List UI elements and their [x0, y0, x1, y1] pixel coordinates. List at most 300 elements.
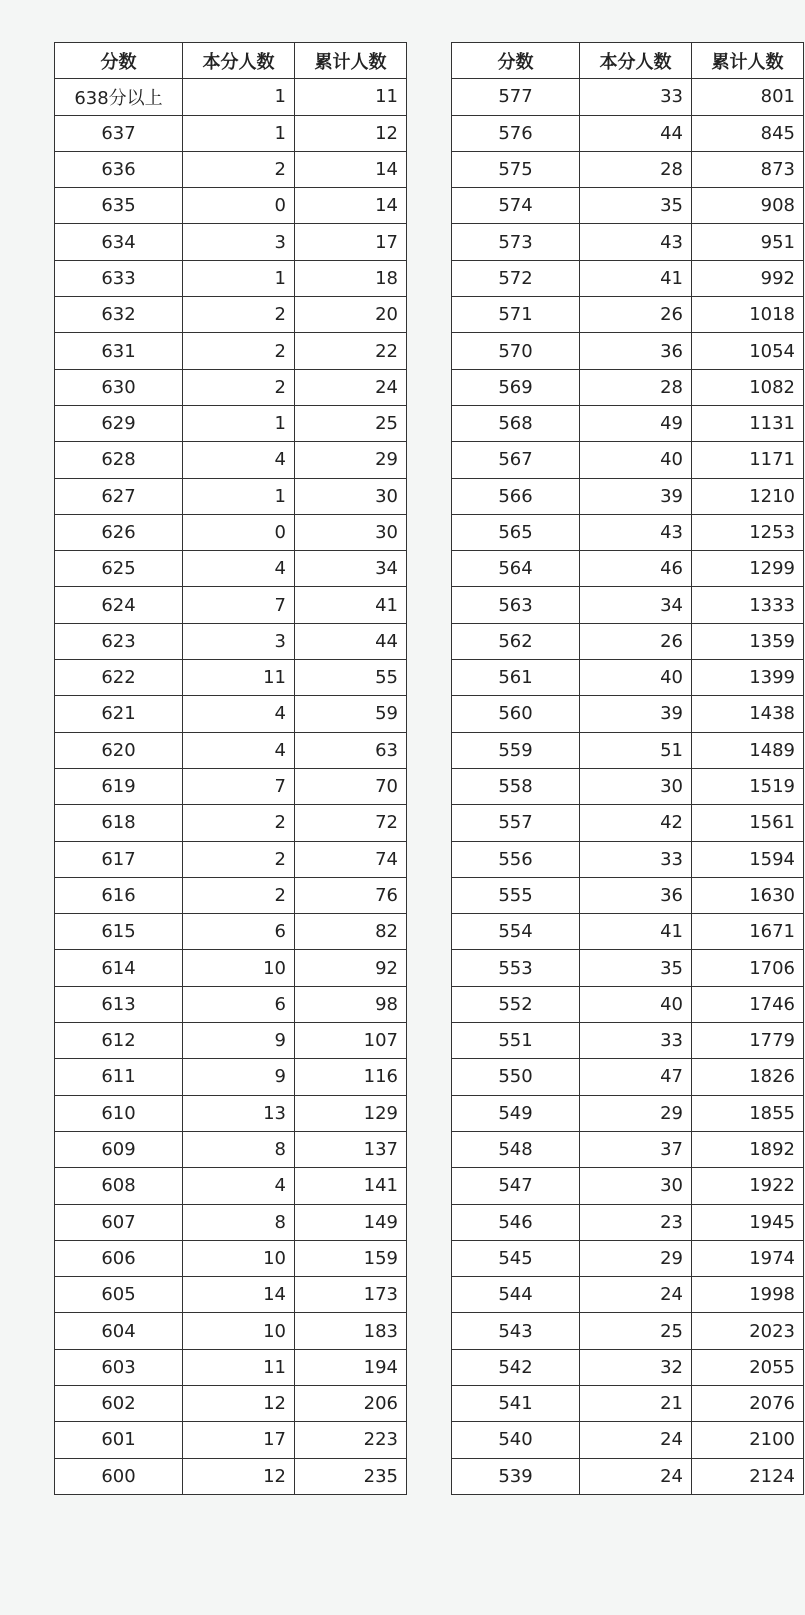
cumulative-cell: 141: [295, 1168, 407, 1204]
count-cell: 42: [580, 805, 692, 841]
cumulative-cell: 1210: [692, 478, 804, 514]
count-cell: 2: [183, 297, 295, 333]
cumulative-cell: 2055: [692, 1349, 804, 1385]
count-cell: 3: [183, 224, 295, 260]
score-cell: 611: [55, 1059, 183, 1095]
score-cell: 576: [452, 115, 580, 151]
table-row: [55, 1023, 407, 1059]
cumulative-cell: 1746: [692, 986, 804, 1022]
cumulative-cell: 76: [295, 877, 407, 913]
table-row: [55, 1204, 407, 1240]
table-row: [452, 1168, 804, 1204]
header-cumulative: 累计人数: [295, 43, 407, 79]
table-row: [452, 1349, 804, 1385]
table-row: [452, 1277, 804, 1313]
count-cell: 4: [183, 696, 295, 732]
count-cell: 37: [580, 1131, 692, 1167]
count-cell: 26: [580, 623, 692, 659]
score-cell: 628: [55, 442, 183, 478]
cumulative-cell: 137: [295, 1131, 407, 1167]
count-cell: 2: [183, 877, 295, 913]
count-cell: 51: [580, 732, 692, 768]
cumulative-cell: 1974: [692, 1240, 804, 1276]
count-cell: 12: [183, 1458, 295, 1494]
table-row: [452, 369, 804, 405]
count-cell: 4: [183, 732, 295, 768]
count-cell: 33: [580, 1023, 692, 1059]
cumulative-cell: 1489: [692, 732, 804, 768]
count-cell: 41: [580, 914, 692, 950]
count-cell: 39: [580, 478, 692, 514]
table-row: [55, 1240, 407, 1276]
count-cell: 9: [183, 1023, 295, 1059]
cumulative-cell: 1779: [692, 1023, 804, 1059]
score-cell: 551: [452, 1023, 580, 1059]
count-cell: 10: [183, 950, 295, 986]
table-row: [55, 732, 407, 768]
score-cell: 608: [55, 1168, 183, 1204]
score-cell: 546: [452, 1204, 580, 1240]
cumulative-cell: 25: [295, 405, 407, 441]
count-cell: 17: [183, 1422, 295, 1458]
cumulative-cell: 1171: [692, 442, 804, 478]
cumulative-cell: 22: [295, 333, 407, 369]
count-cell: 4: [183, 1168, 295, 1204]
table-row: [55, 333, 407, 369]
cumulative-cell: 14: [295, 151, 407, 187]
table-body-left: [55, 79, 407, 1495]
count-cell: 44: [580, 115, 692, 151]
count-cell: 33: [580, 841, 692, 877]
cumulative-cell: 1945: [692, 1204, 804, 1240]
score-cell: 539: [452, 1458, 580, 1494]
cumulative-cell: 2023: [692, 1313, 804, 1349]
table-row: [55, 188, 407, 224]
score-cell: 617: [55, 841, 183, 877]
cumulative-cell: 24: [295, 369, 407, 405]
table-row: [55, 1385, 407, 1421]
table-row: [55, 1422, 407, 1458]
count-cell: 26: [580, 297, 692, 333]
cumulative-cell: 74: [295, 841, 407, 877]
score-cell: 547: [452, 1168, 580, 1204]
header-row: [55, 43, 407, 79]
cumulative-cell: 44: [295, 623, 407, 659]
score-cell: 560: [452, 696, 580, 732]
table-row: [452, 914, 804, 950]
cumulative-cell: 1826: [692, 1059, 804, 1095]
count-cell: 0: [183, 514, 295, 550]
table-row: [452, 188, 804, 224]
score-cell: 555: [452, 877, 580, 913]
score-cell: 631: [55, 333, 183, 369]
table-row: [55, 1313, 407, 1349]
score-cell: 607: [55, 1204, 183, 1240]
table-row: [452, 405, 804, 441]
cumulative-cell: 183: [295, 1313, 407, 1349]
table-row: [452, 514, 804, 550]
table-row: [55, 986, 407, 1022]
table-row: [55, 297, 407, 333]
count-cell: 2: [183, 805, 295, 841]
score-cell: 550: [452, 1059, 580, 1095]
score-cell: 626: [55, 514, 183, 550]
table-row: [55, 115, 407, 151]
cumulative-cell: 82: [295, 914, 407, 950]
count-cell: 21: [580, 1385, 692, 1421]
count-cell: 40: [580, 986, 692, 1022]
table-row: [55, 1059, 407, 1095]
table-row: [55, 914, 407, 950]
table-row: [452, 115, 804, 151]
table-row: [452, 1422, 804, 1458]
count-cell: 14: [183, 1277, 295, 1313]
score-tables: [54, 42, 804, 1495]
count-cell: 36: [580, 877, 692, 913]
cumulative-cell: 1594: [692, 841, 804, 877]
table-row: [55, 623, 407, 659]
cumulative-cell: 206: [295, 1385, 407, 1421]
table-row: [452, 224, 804, 260]
cumulative-cell: 12: [295, 115, 407, 151]
cumulative-cell: 20: [295, 297, 407, 333]
cumulative-cell: 1561: [692, 805, 804, 841]
table-row: [55, 877, 407, 913]
cumulative-cell: 159: [295, 1240, 407, 1276]
table-row: [452, 442, 804, 478]
table-row: [55, 660, 407, 696]
table-row: [452, 660, 804, 696]
count-cell: 28: [580, 151, 692, 187]
table-row: [55, 841, 407, 877]
table-row: [452, 587, 804, 623]
table-row: [452, 1385, 804, 1421]
table-row: [55, 950, 407, 986]
count-cell: 6: [183, 914, 295, 950]
count-cell: 39: [580, 696, 692, 732]
cumulative-cell: 55: [295, 660, 407, 696]
score-cell: 575: [452, 151, 580, 187]
count-cell: 41: [580, 260, 692, 296]
cumulative-cell: 1054: [692, 333, 804, 369]
count-cell: 36: [580, 333, 692, 369]
cumulative-cell: 1922: [692, 1168, 804, 1204]
table-row: [55, 79, 407, 115]
cumulative-cell: 30: [295, 514, 407, 550]
cumulative-cell: 116: [295, 1059, 407, 1095]
table-row: [452, 297, 804, 333]
header-count: 本分人数: [183, 43, 295, 79]
score-cell: 572: [452, 260, 580, 296]
score-cell: 614: [55, 950, 183, 986]
cumulative-cell: 92: [295, 950, 407, 986]
count-cell: 7: [183, 768, 295, 804]
cumulative-cell: 173: [295, 1277, 407, 1313]
score-table-left: [54, 42, 407, 1495]
score-cell: 545: [452, 1240, 580, 1276]
table-body-right: [452, 79, 804, 1495]
table-row: [55, 587, 407, 623]
score-cell: 609: [55, 1131, 183, 1167]
score-cell: 632: [55, 297, 183, 333]
table-row: [55, 1095, 407, 1131]
cumulative-cell: 1399: [692, 660, 804, 696]
cumulative-cell: 98: [295, 986, 407, 1022]
count-cell: 29: [580, 1240, 692, 1276]
score-cell: 554: [452, 914, 580, 950]
score-cell: 570: [452, 333, 580, 369]
score-cell: 616: [55, 877, 183, 913]
score-cell: 635: [55, 188, 183, 224]
cumulative-cell: 29: [295, 442, 407, 478]
count-cell: 0: [183, 188, 295, 224]
table-row: [55, 696, 407, 732]
score-cell: 613: [55, 986, 183, 1022]
cumulative-cell: 129: [295, 1095, 407, 1131]
cumulative-cell: 1359: [692, 623, 804, 659]
cumulative-cell: 1706: [692, 950, 804, 986]
count-cell: 35: [580, 950, 692, 986]
count-cell: 33: [580, 79, 692, 115]
score-cell: 624: [55, 587, 183, 623]
cumulative-cell: 1438: [692, 696, 804, 732]
cumulative-cell: 801: [692, 79, 804, 115]
score-cell: 620: [55, 732, 183, 768]
score-cell: 619: [55, 768, 183, 804]
score-cell: 604: [55, 1313, 183, 1349]
table-row: [452, 151, 804, 187]
count-cell: 40: [580, 660, 692, 696]
cumulative-cell: 18: [295, 260, 407, 296]
score-cell: 605: [55, 1277, 183, 1313]
count-cell: 25: [580, 1313, 692, 1349]
score-cell: 634: [55, 224, 183, 260]
count-cell: 6: [183, 986, 295, 1022]
count-cell: 35: [580, 188, 692, 224]
score-cell: 636: [55, 151, 183, 187]
score-cell: 569: [452, 369, 580, 405]
table-row: [452, 260, 804, 296]
cumulative-cell: 873: [692, 151, 804, 187]
count-cell: 28: [580, 369, 692, 405]
score-cell: 562: [452, 623, 580, 659]
cumulative-cell: 1892: [692, 1131, 804, 1167]
cumulative-cell: 2100: [692, 1422, 804, 1458]
cumulative-cell: 30: [295, 478, 407, 514]
table-row: [452, 333, 804, 369]
score-cell: 637: [55, 115, 183, 151]
count-cell: 29: [580, 1095, 692, 1131]
count-cell: 1: [183, 260, 295, 296]
cumulative-cell: 2076: [692, 1385, 804, 1421]
cumulative-cell: 2124: [692, 1458, 804, 1494]
cumulative-cell: 1253: [692, 514, 804, 550]
cumulative-cell: 194: [295, 1349, 407, 1385]
cumulative-cell: 70: [295, 768, 407, 804]
cumulative-cell: 34: [295, 551, 407, 587]
table-row: [55, 224, 407, 260]
score-cell: 633: [55, 260, 183, 296]
table-row: [55, 551, 407, 587]
table-row: [452, 805, 804, 841]
count-cell: 49: [580, 405, 692, 441]
count-cell: 1: [183, 478, 295, 514]
table-row: [55, 805, 407, 841]
count-cell: 40: [580, 442, 692, 478]
count-cell: 2: [183, 151, 295, 187]
cumulative-cell: 845: [692, 115, 804, 151]
table-row: [55, 260, 407, 296]
count-cell: 23: [580, 1204, 692, 1240]
count-cell: 34: [580, 587, 692, 623]
score-cell: 610: [55, 1095, 183, 1131]
cumulative-cell: 41: [295, 587, 407, 623]
count-cell: 30: [580, 768, 692, 804]
score-cell: 621: [55, 696, 183, 732]
table-row: [452, 768, 804, 804]
table-row: [55, 405, 407, 441]
score-cell: 541: [452, 1385, 580, 1421]
count-cell: 4: [183, 551, 295, 587]
count-cell: 12: [183, 1385, 295, 1421]
table-row: [452, 841, 804, 877]
count-cell: 2: [183, 841, 295, 877]
table-row: [452, 478, 804, 514]
score-cell: 615: [55, 914, 183, 950]
score-table-right: [451, 42, 804, 1495]
score-cell: 574: [452, 188, 580, 224]
table-row: [452, 950, 804, 986]
cumulative-cell: 1855: [692, 1095, 804, 1131]
count-cell: 10: [183, 1313, 295, 1349]
score-cell: 606: [55, 1240, 183, 1276]
cumulative-cell: 1333: [692, 587, 804, 623]
count-cell: 1: [183, 79, 295, 115]
score-cell: 601: [55, 1422, 183, 1458]
score-cell: 625: [55, 551, 183, 587]
header-score: 分数: [452, 43, 580, 79]
score-cell: 564: [452, 551, 580, 587]
table-row: [55, 514, 407, 550]
count-cell: 43: [580, 224, 692, 260]
table-row: [452, 986, 804, 1022]
count-cell: 46: [580, 551, 692, 587]
score-cell: 638分以上: [55, 79, 183, 115]
score-cell: 577: [452, 79, 580, 115]
score-cell: 548: [452, 1131, 580, 1167]
score-cell: 600: [55, 1458, 183, 1494]
score-cell: 627: [55, 478, 183, 514]
count-cell: 30: [580, 1168, 692, 1204]
score-cell: 556: [452, 841, 580, 877]
cumulative-cell: 223: [295, 1422, 407, 1458]
cumulative-cell: 992: [692, 260, 804, 296]
score-cell: 549: [452, 1095, 580, 1131]
cumulative-cell: 17: [295, 224, 407, 260]
score-cell: 544: [452, 1277, 580, 1313]
score-cell: 558: [452, 768, 580, 804]
cumulative-cell: 1671: [692, 914, 804, 950]
cumulative-cell: 1998: [692, 1277, 804, 1313]
score-cell: 563: [452, 587, 580, 623]
cumulative-cell: 63: [295, 732, 407, 768]
score-cell: 629: [55, 405, 183, 441]
score-cell: 553: [452, 950, 580, 986]
score-cell: 618: [55, 805, 183, 841]
cumulative-cell: 149: [295, 1204, 407, 1240]
cumulative-cell: 1131: [692, 405, 804, 441]
table-row: [452, 1131, 804, 1167]
cumulative-cell: 14: [295, 188, 407, 224]
score-cell: 567: [452, 442, 580, 478]
table-row: [55, 1458, 407, 1494]
count-cell: 10: [183, 1240, 295, 1276]
table-row: [452, 1059, 804, 1095]
header-count: 本分人数: [580, 43, 692, 79]
count-cell: 3: [183, 623, 295, 659]
table-row: [452, 696, 804, 732]
cumulative-cell: 11: [295, 79, 407, 115]
score-cell: 603: [55, 1349, 183, 1385]
table-row: [452, 1095, 804, 1131]
count-cell: 4: [183, 442, 295, 478]
table-row: [452, 551, 804, 587]
cumulative-cell: 951: [692, 224, 804, 260]
score-cell: 566: [452, 478, 580, 514]
table-row: [452, 1204, 804, 1240]
table-row: [55, 478, 407, 514]
score-cell: 559: [452, 732, 580, 768]
count-cell: 7: [183, 587, 295, 623]
cumulative-cell: 1082: [692, 369, 804, 405]
cumulative-cell: 1630: [692, 877, 804, 913]
score-cell: 573: [452, 224, 580, 260]
score-cell: 612: [55, 1023, 183, 1059]
count-cell: 32: [580, 1349, 692, 1385]
count-cell: 2: [183, 333, 295, 369]
score-cell: 542: [452, 1349, 580, 1385]
table-row: [452, 79, 804, 115]
score-cell: 561: [452, 660, 580, 696]
header-score: 分数: [55, 43, 183, 79]
count-cell: 2: [183, 369, 295, 405]
score-cell: 630: [55, 369, 183, 405]
count-cell: 47: [580, 1059, 692, 1095]
count-cell: 9: [183, 1059, 295, 1095]
table-row: [55, 768, 407, 804]
table-row: [55, 1168, 407, 1204]
score-cell: 552: [452, 986, 580, 1022]
count-cell: 11: [183, 660, 295, 696]
count-cell: 24: [580, 1422, 692, 1458]
table-row: [452, 623, 804, 659]
score-cell: 623: [55, 623, 183, 659]
count-cell: 24: [580, 1458, 692, 1494]
header-cumulative: 累计人数: [692, 43, 804, 79]
count-cell: 24: [580, 1277, 692, 1313]
header-row: [452, 43, 804, 79]
table-row: [452, 1458, 804, 1494]
table-row: [452, 732, 804, 768]
score-cell: 543: [452, 1313, 580, 1349]
score-cell: 571: [452, 297, 580, 333]
table-row: [55, 1277, 407, 1313]
cumulative-cell: 908: [692, 188, 804, 224]
count-cell: 8: [183, 1204, 295, 1240]
table-row: [55, 442, 407, 478]
score-cell: 565: [452, 514, 580, 550]
count-cell: 43: [580, 514, 692, 550]
